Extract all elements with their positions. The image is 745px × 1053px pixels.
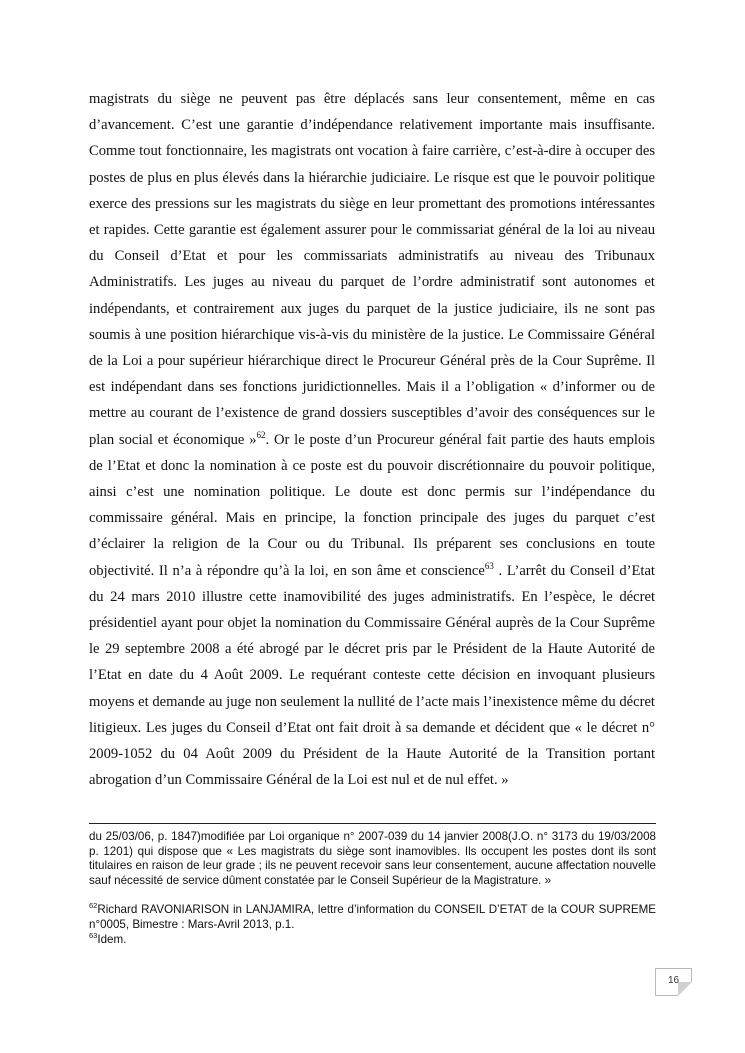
footnote-62 xyxy=(89,903,656,932)
footnote-62-number: 62 xyxy=(89,901,98,911)
body-text-part-1: magistrats du siège ne peuvent pas être déplacés sans leur consentement, même en cas d’avancement. C’est une garantie d’indépendance relativement importante mais insuffisante. Comme tout fonctionnaire, les magistrats ont vocation à faire carrière, c’est-à-dire à occuper des postes de plus en plus élevés dans la hiérarchie judiciaire. Le risque est que le pouvoir politique exerce des pressions sur les magistrats du siège en leur promettant des promotions intéressantes et rapides. Cette garantie est également assurer pour le commissariat général de la loi au niveau du Conseil d’Etat et pour les commissariats administratifs au niveau des Tribunaux Administratifs. Les juges au niveau du parquet de l’ordre administratif sont autonomes et indépendants, et contrairement aux juges du parquet de la justice judiciaire, ils ne sont pas soumis à une position hiérarchique vis-à-vis du ministère de la justice. Le Commissaire Général de la Loi a pour supérieur hiérarchique direct le Procureur Général près de la Cour Suprême. Il est indépendant dans ses fonctions juridictionnelles. Mais il a l’obligation « d’informer ou de mettre au courant de l’existence de grand dossiers susceptibles d’avoir des conséquences sur le plan social et économique » xyxy=(89,91,655,448)
footnote-continuation: du 25/03/06, p. 1847)modifiée par Loi organique n° 2007-039 du 14 janvier 2008(J.O. n° 3173 du 19/03/2008 p. 1201) qui dispose que « Les magistrats du siège sont inamovibles. Ils occupent les postes dont ils sont titulaires en raison de leur grade ; ils ne peuvent recevoir sans leur consentement, aucune affectation nouvelle sauf nécessité de service dûment constatée par le Conseil Supérieur de la Magistrature. » xyxy=(89,830,656,887)
footnote-63 xyxy=(89,930,656,948)
footnote-62-text: Richard RAVONIARISON in LANJAMIRA, lettre d’information du CONSEIL D’ETAT de la COUR SUPREME n°0005, Bimestre : Mars-Avril 2013, p.1. xyxy=(89,903,656,931)
footnote-63-number: 63 xyxy=(89,930,98,940)
page-fold-corner xyxy=(678,982,692,996)
footnote-ref-62[interactable]: 62 xyxy=(256,429,266,440)
page-number-box xyxy=(655,968,692,996)
footnotes xyxy=(89,830,656,947)
footnote-63-text: Idem. xyxy=(97,932,127,946)
page-number: 16 xyxy=(667,975,680,986)
body-paragraph xyxy=(89,86,655,793)
body-text-part-3: . L’arrêt du Conseil d’Etat du 24 mars 2010 illustre cette inamovibilité des juges administratifs. En l’espèce, le décret présidentiel ayant pour objet la nomination du Commissaire Général auprès de la Cour Suprême le 29 septembre 2008 a été abrogé par le décret pris par le Président de la Haute Autorité de l’Etat en date du 4 Août 2009. Le requérant conteste cette décision en invoquant plusieurs moyens et demande au juge non seulement la nullité de l’acte mais l’inexistence même du décret litigieux. Les juges du Conseil d’Etat ont fait droit à sa demande et décident que « le décret n° 2009-1052 du 04 Août 2009 du Président de la Haute Autorité de la Transition portant abrogation d’un Commissaire Général de la Loi est nul et de nul effet. » xyxy=(89,562,655,789)
footnote-ref-63[interactable]: 63 xyxy=(484,560,494,571)
footnote-separator xyxy=(89,823,656,824)
body-text-part-2: . Or le poste d’un Procureur général fait partie des hauts emplois de l’Etat et donc la nomination à ce poste est du pouvoir discrétionnaire du pouvoir politique, ainsi c’est une nomination politique. Le doute est donc permis sur l’indépendance du commissaire général. Mais en principe, la fonction principale des juges du parquet c’est d’éclairer la religion de la Cour ou du Tribunal. Ils préparent ses conclusions en toute objectivité. Il n’a à répondre qu’à la loi, en son âme et conscience xyxy=(89,431,655,579)
